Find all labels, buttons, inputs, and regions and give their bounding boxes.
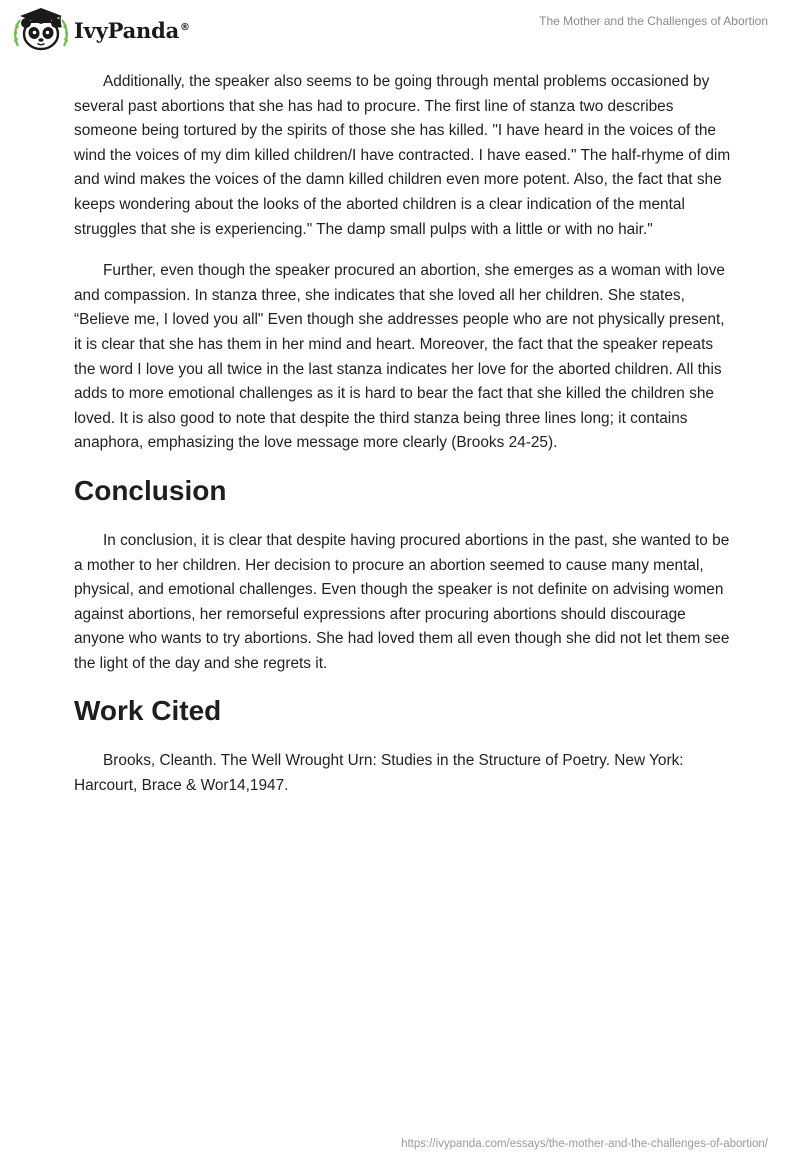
body-paragraph: Additionally, the speaker also seems to be going through mental problems occasioned by several past abortions that she has had to procure. The first line of stanza two describes someone being tortured by the spirits of those she has killed. "I have heard in the voices of the wind the voices of my dim killed children/I have contracted. I have eased." The half-rhyme of dim and wind makes the voices of the damn killed children even more potent. Also, the fact that she keeps wondering about the looks of the aborted children is a clear indication of the mental struggles that she is experiencing." The damp small pulps with a little or with no hair." — [74, 73, 731, 238]
source-url-link[interactable]: https://ivypanda.com/essays/the-mother-and-the-challenges-of-abortion/ — [401, 1138, 768, 1150]
document-title: The Mother and the Challenges of Abortion — [539, 14, 768, 28]
registered-mark: ® — [180, 21, 190, 33]
conclusion-paragraph: In conclusion, it is clear that despite having procured abortions in the past, she wanted to be a mother to her children. Her decision to procure an abortion seemed to cause many mental, physical, and emotional challenges. Even though the speaker is not definite on advising women against abortions, her remorseful expressions after procuring abortions should discourage anyone who wants to try abortions. She had loved them all even though she did not let them see the light of the day and she regrets it. — [74, 531, 730, 672]
work-cited-heading: Work Cited — [74, 695, 222, 727]
essay-content — [74, 70, 734, 816]
body-paragraph: Further, even though the speaker procured an abortion, she emerges as a woman with love and compassion. In stanza three, she indicates that she loved all her children. She states, “Believe me, I loved you all" Even though she addresses people who are not physically present, it is clear that she has them in her mind and heart. Moreover, the fact that the speaker repeats the word I love you all twice in the last stanza indicates her love for the aborted children. All this adds to more emotional challenges as it is hard to bear the fact that she killed the children she loved. It is also good to note that despite the third stanza being three lines long; it contains anaphora, emphasizing the love message more clearly (Brooks 24-25). — [74, 262, 725, 452]
brand-name: IvyPanda® — [74, 17, 190, 43]
panda-graduate-icon — [12, 6, 70, 54]
page-header — [0, 0, 800, 60]
conclusion-heading: Conclusion — [74, 474, 227, 506]
citation-entry: Brooks, Cleanth. The Well Wrought Urn: Studies in the Structure of Poetry. New York: Harcourt, Brace & Wor14,1947. — [74, 752, 684, 795]
brand-logo[interactable] — [12, 6, 190, 54]
